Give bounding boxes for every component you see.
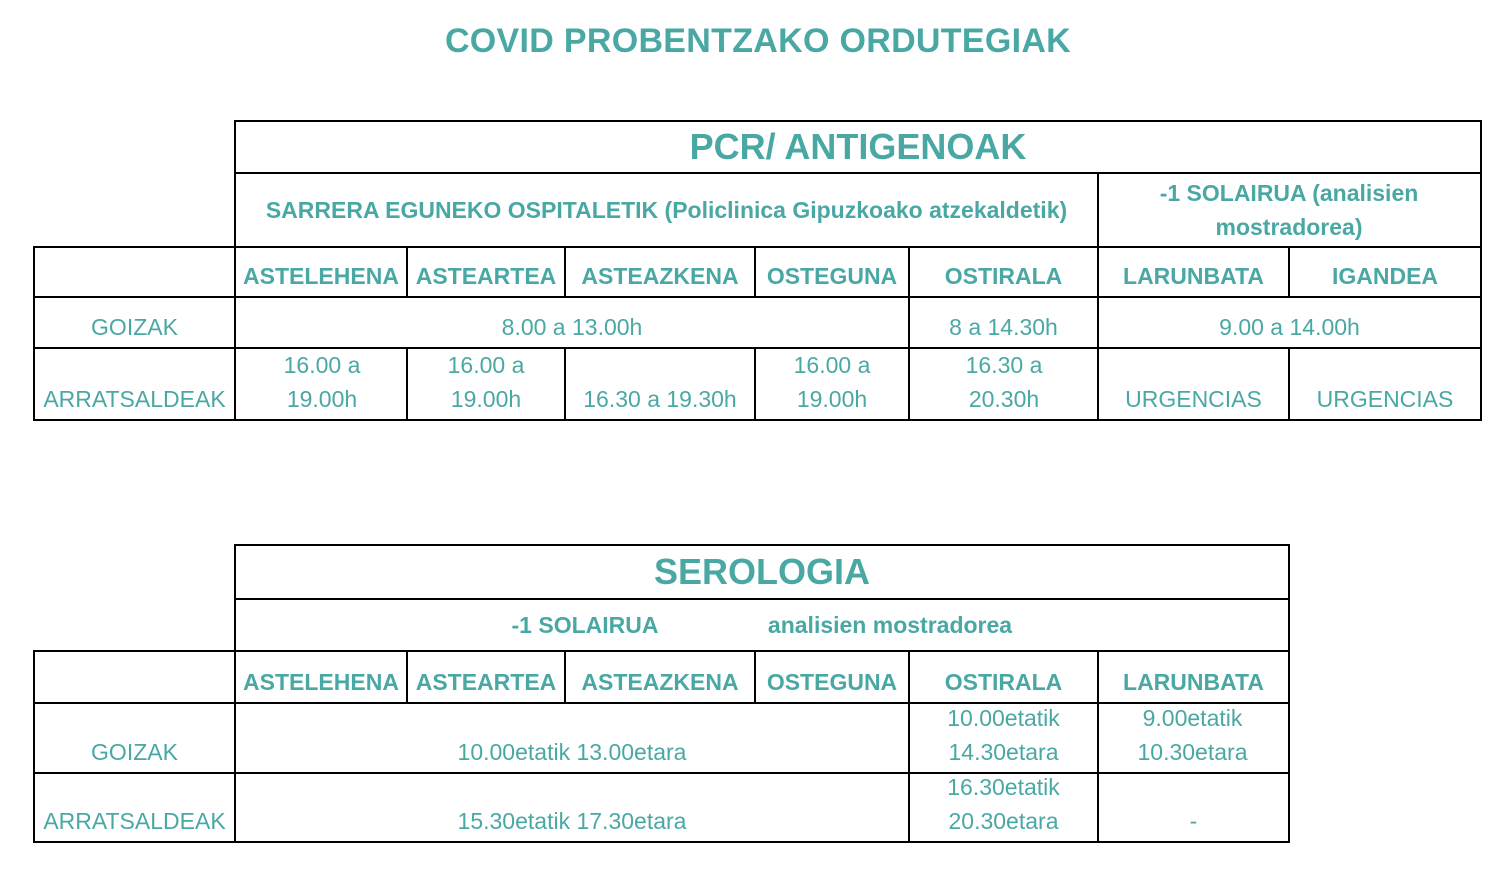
- pcr-day-header: ASTEAZKENA: [581, 263, 739, 289]
- pcr-afternoon-monday: 16.00 a 19.00h: [283, 352, 361, 412]
- pcr-heading: PCR/ ANTIGENOAK: [689, 126, 1027, 167]
- serologia-morning-weekdays: 10.00etatik 13.00etara: [457, 739, 687, 765]
- serologia-morning-saturday: 9.00etatik 10.30etara: [1137, 705, 1248, 765]
- pcr-morning-friday: 8 a 14.30h: [949, 314, 1058, 340]
- page-title: COVID PROBENTZAKO ORDUTEGIAK: [444, 22, 1072, 60]
- pcr-morning-weekdays: 8.00 a 13.00h: [501, 314, 643, 340]
- serologia-morning-friday: 10.00etatik 14.30etara: [947, 705, 1060, 765]
- pcr-afternoon-tuesday: 16.00 a 19.00h: [447, 352, 525, 412]
- serologia-day-header: ASTEARTEA: [415, 669, 557, 695]
- serologia-day-header: LARUNBATA: [1123, 669, 1264, 695]
- pcr-day-header: ASTELEHENA: [243, 263, 399, 289]
- serologia-heading: SEROLOGIA: [653, 551, 871, 592]
- pcr-day-header: LARUNBATA: [1123, 263, 1264, 289]
- pcr-afternoon-friday: 16.30 a 20.30h: [965, 352, 1043, 412]
- pcr-row-label-morning: GOIZAK: [91, 314, 178, 340]
- pcr-morning-weekend: 9.00 a 14.00h: [1219, 314, 1360, 340]
- serologia-location-desk: analisien mostradorea: [767, 612, 1013, 638]
- pcr-day-header: IGANDEA: [1331, 263, 1439, 289]
- pcr-day-header: OSTEGUNA: [766, 263, 898, 289]
- pcr-day-header: OSTIRALA: [944, 263, 1063, 289]
- serologia-afternoon-saturday: -: [1189, 808, 1198, 834]
- serologia-day-header: ASTELEHENA: [243, 669, 399, 695]
- pcr-location-main: SARRERA EGUNEKO OSPITALETIK (Policlinica Gipuzkoako atzekaldetik): [265, 197, 1068, 223]
- pcr-location-weekend: -1 SOLAIRUA (analisien mostradorea): [1159, 180, 1419, 240]
- serologia-location-floor: -1 SOLAIRUA: [511, 612, 659, 638]
- pcr-afternoon-thursday: 16.00 a 19.00h: [793, 352, 871, 412]
- pcr-day-header: ASTEARTEA: [415, 263, 557, 289]
- serologia-row-label-afternoon: ARRATSALDEAK: [43, 808, 226, 834]
- serologia-day-header: ASTEAZKENA: [581, 669, 739, 695]
- serologia-row-label-morning: GOIZAK: [91, 739, 178, 765]
- pcr-afternoon-wednesday: 16.30 a 19.30h: [583, 386, 737, 412]
- serologia-day-header: OSTIRALA: [944, 669, 1063, 695]
- pcr-afternoon-sunday: URGENCIAS: [1316, 386, 1454, 412]
- serologia-afternoon-weekdays: 15.30etatik 17.30etara: [457, 808, 687, 834]
- serologia-afternoon-friday: 16.30etatik 20.30etara: [947, 774, 1060, 834]
- pcr-afternoon-saturday: URGENCIAS: [1125, 386, 1262, 412]
- pcr-row-label-afternoon: ARRATSALDEAK: [43, 386, 226, 412]
- serologia-day-header: OSTEGUNA: [766, 669, 898, 695]
